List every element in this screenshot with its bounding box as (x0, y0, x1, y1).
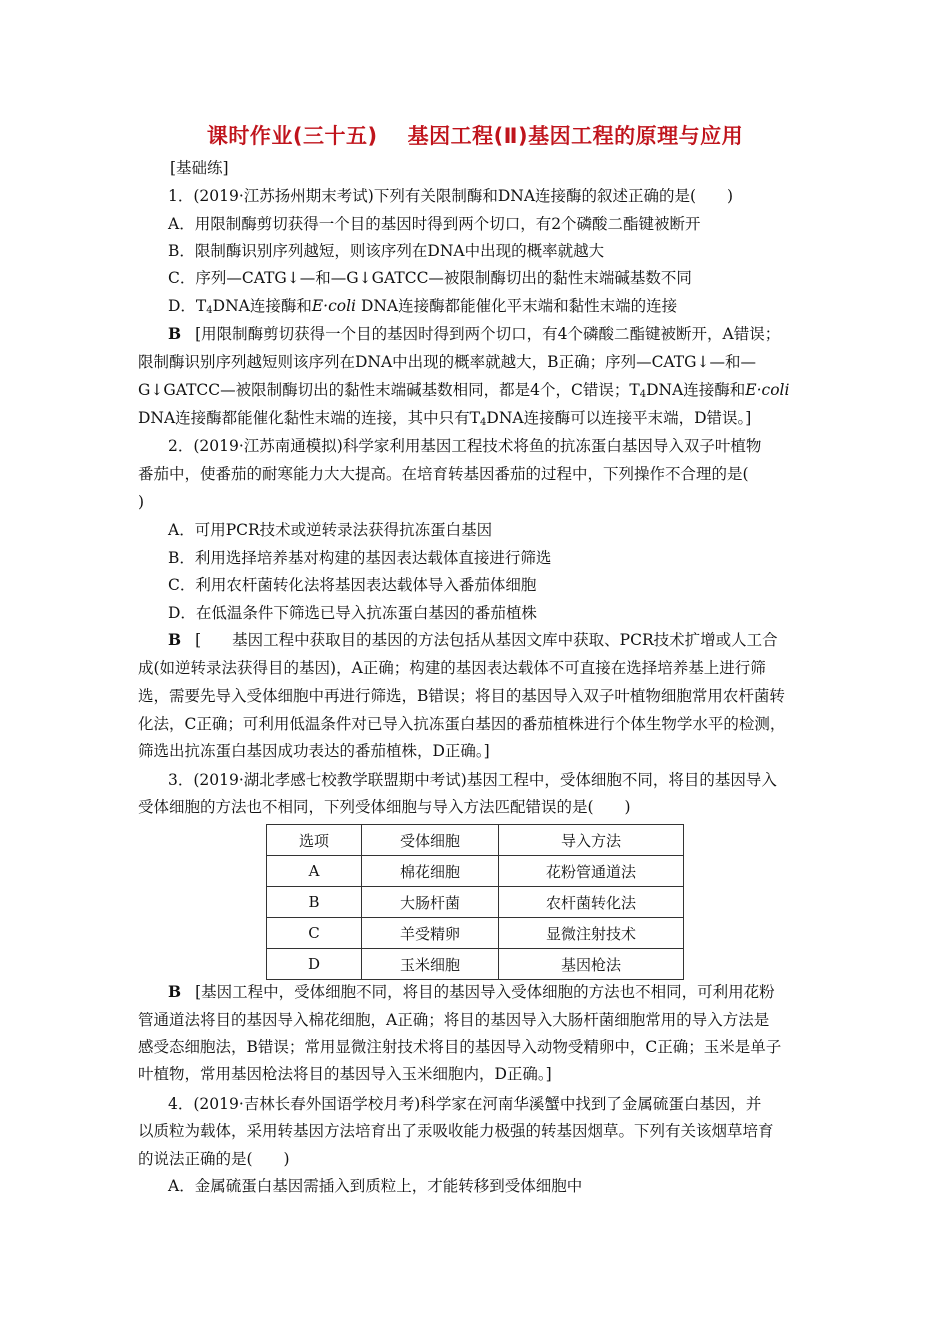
table-header: 选项 (267, 825, 362, 856)
q3-explanation-3: 感受态细胞法，B错误；常用显微注射技术将目的基因导入动物受精卵中，C正确；玉米是单子 (138, 1038, 782, 1056)
q2-explanation-2: 成(如逆转录法获得目的基因)，A正确；构建的基因表达载体不可直接在选择培养基上进行筛 (138, 659, 766, 677)
table-cell: 玉米细胞 (362, 949, 499, 980)
q1-explanation-4: DNA连接酶都能催化黏性末端的连接，其中只有$T_4DNA$连接酶可以连接平末端，D错误。] (138, 409, 752, 428)
table-header: 导入方法 (499, 825, 684, 856)
table-cell: 棉花细胞 (362, 856, 499, 887)
q4-stem-2: 以质粒为载体，采用转基因方法培育出了汞吸收能力极强的转基因烟草。下列有关该烟草培育 (138, 1122, 774, 1140)
q2-explanation-5: 筛选出抗冻蛋白基因成功表达的番茄植株，D正确。] (138, 742, 490, 760)
q4-stem-3: 的说法正确的是( ) (138, 1150, 290, 1168)
q1-option-d: D．$T_4DNA$连接酶和E·coli DNA连接酶都能催化平末端和黏性末端的连接 (168, 297, 678, 316)
q2-explanation-4: 化法，C正确；可利用低温条件对已导入抗冻蛋白基因的番茄植株进行个体生物学水平的检测， (138, 715, 786, 733)
table-cell: D (267, 949, 362, 980)
table-cell: 农杆菌转化法 (499, 887, 684, 918)
page-title (0, 120, 950, 150)
q1-answer: B (168, 324, 182, 343)
q1-stem: 1．(2019·江苏扬州期末考试)下列有关限制酶和DNA连接酶的叙述正确的是( ) (168, 187, 734, 205)
q4-stem-1: 4．(2019·吉林长春外国语学校月考)科学家在河南华溪蟹中找到了金属硫蛋白基因，并 (168, 1095, 762, 1113)
table-cell: 显微注射技术 (499, 918, 684, 949)
table-cell: 基因枪法 (499, 949, 684, 980)
title-part1: 课时作业(三十五) (206, 124, 378, 148)
section-label: [基础练] (170, 159, 229, 177)
q2-stem-3: ) (138, 493, 145, 511)
table-header: 受体细胞 (362, 825, 499, 856)
q1-explanation-1: B [用限制酶剪切获得一个目的基因时得到两个切口，有4个磷酸二酯键被断开，A错误； (168, 324, 781, 343)
table-cell: A (267, 856, 362, 887)
table-cell: C (267, 918, 362, 949)
title-part2: 基因工程(Ⅱ)基因工程的原理与应用 (407, 124, 744, 148)
q2-option-d: D．在低温条件下筛选已导入抗冻蛋白基因的番茄植株 (168, 604, 537, 622)
table-cell: 大肠杆菌 (362, 887, 499, 918)
q2-option-a: A．可用PCR技术或逆转录法获得抗冻蛋白基因 (168, 521, 493, 539)
table-row (267, 856, 684, 887)
q1-option-c: C．序列—CATG↓—和—G↓GATCC—被限制酶切出的黏性末端碱基数不同 (168, 269, 692, 287)
q2-explanation-1: B [ 基因工程中获取目的基因的方法包括从基因文库中获取、PCR技术扩增或人工合 (168, 630, 778, 649)
q2-stem-2: 番茄中，使番茄的耐寒能力大大提高。在培育转基因番茄的过程中，下列操作不合理的是( (138, 465, 749, 483)
q1-option-b: B．限制酶识别序列越短，则该序列在DNA中出现的概率就越大 (168, 242, 605, 260)
q2-stem-1: 2．(2019·江苏南通模拟)科学家利用基因工程技术将鱼的抗冻蛋白基因导入双子叶植物 (168, 437, 762, 455)
table-row (267, 887, 684, 918)
q2-explanation-3: 选，需要先导入受体细胞中再进行筛选，B错误；将目的基因导入双子叶植物细胞常用农杆菌转 (138, 687, 785, 705)
table-cell: 羊受精卵 (362, 918, 499, 949)
q3-explanation-1: B [基因工程中，受体细胞不同，将目的基因导入受体细胞的方法也不相同，可利用花粉 (168, 982, 775, 1001)
table-cell: 花粉管通道法 (499, 856, 684, 887)
q1-explanation-2: 限制酶识别序列越短则该序列在DNA中出现的概率就越大，B正确；序列—CATG↓—和— (138, 353, 756, 371)
q2-option-c: C．利用农杆菌转化法将基因表达载体导入番茄体细胞 (168, 576, 537, 594)
q4-option-a: A．金属硫蛋白基因需插入到质粒上，才能转移到受体细胞中 (168, 1177, 583, 1195)
q2-answer: B (168, 630, 182, 649)
table-row (267, 918, 684, 949)
q3-stem-1: 3．(2019·湖北孝感七校教学联盟期中考试)基因工程中，受体细胞不同，将目的基因导入 (168, 771, 777, 789)
q1-option-a: A．用限制酶剪切获得一个目的基因时得到两个切口，有2个磷酸二酯键被断开 (168, 215, 701, 233)
q3-options-table (266, 824, 684, 980)
q3-explanation-4: 叶植物，常用基因枪法将目的基因导入玉米细胞内，D正确。] (138, 1065, 552, 1083)
table-cell: B (267, 887, 362, 918)
q3-explanation-2: 管通道法将目的基因导入棉花细胞，A正确；将目的基因导入大肠杆菌细胞常用的导入方法是 (138, 1011, 770, 1029)
table-row (267, 949, 684, 980)
q2-option-b: B．利用选择培养基对构建的基因表达载体直接进行筛选 (168, 549, 552, 567)
table-header-row (267, 825, 684, 856)
q3-answer: B (168, 982, 182, 1001)
q1-explanation-3: G↓GATCC—被限制酶切出的黏性末端碱基数相同，都是4个，C错误；$T_4DNA$连接酶和E·coli (138, 381, 790, 400)
q3-stem-2: 受体细胞的方法也不相同，下列受体细胞与导入方法匹配错误的是( ) (138, 798, 631, 816)
